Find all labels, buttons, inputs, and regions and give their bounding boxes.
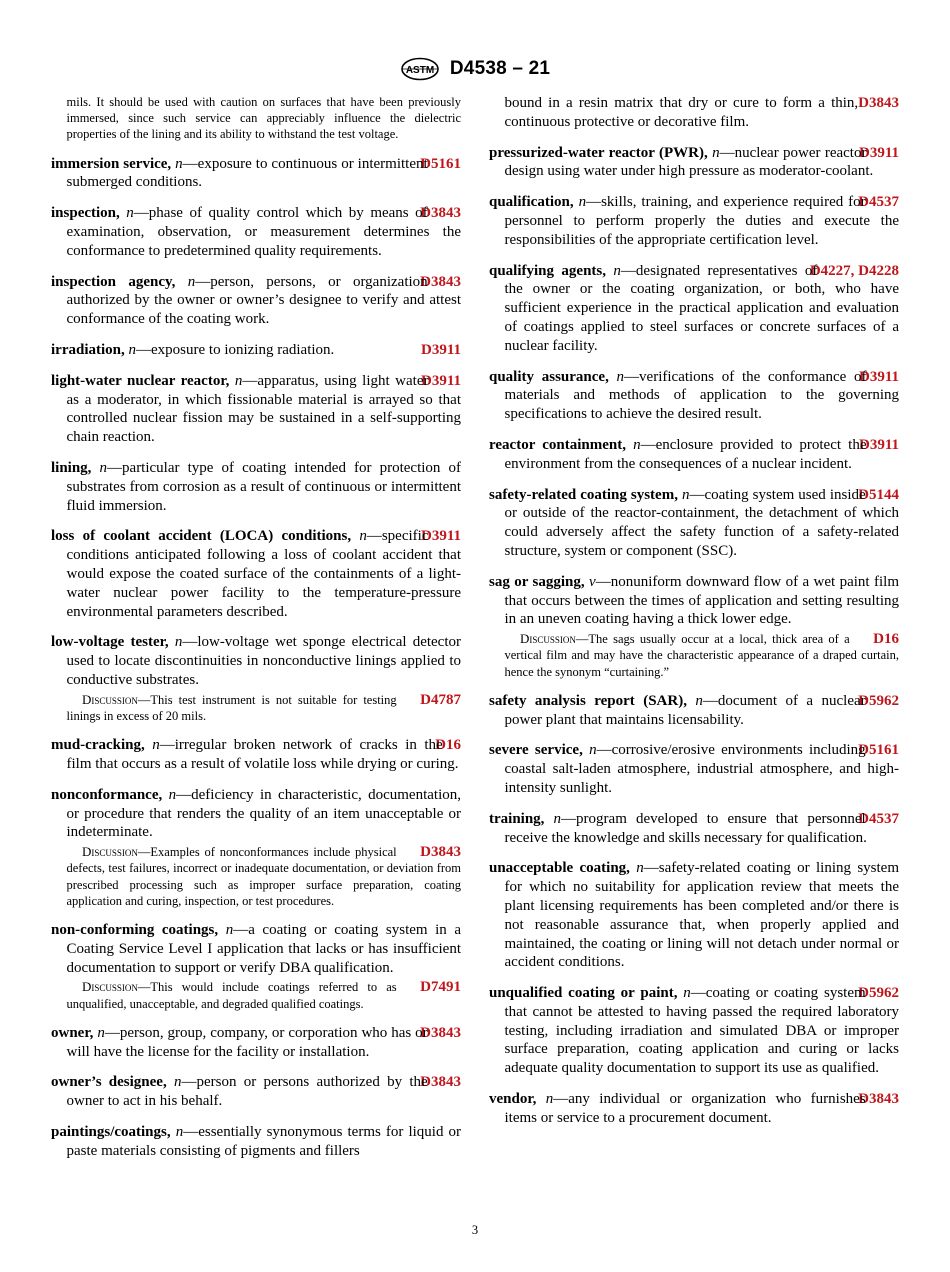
entry-body — [489, 144, 899, 182]
reference-link[interactable]: D3843 — [420, 844, 461, 861]
glossary-entry — [489, 193, 899, 249]
entry-term: training, — [489, 810, 545, 827]
entry-definition: —designated representatives of the owner or the coating organization, or both, who have sufficient experience in the practical application and evaluation of coatings applied to steel surfaces or concrete surfaces of a nuclear facility. — [504, 262, 899, 354]
entry-body — [51, 921, 461, 977]
entry-body — [51, 372, 461, 447]
reference-link[interactable]: D4227, D4228 — [809, 262, 899, 279]
entry-definition: —deficiency in characteristic, documentation, or procedure that renders the quality of an item unacceptable or indeterminate. — [66, 786, 462, 841]
entry-definition: —apparatus, using light water as a moderator, in which fissionable material is arrayed so that controlled nuclear fission may be sustained in a self-supporting chain reaction. — [66, 372, 461, 446]
part-of-speech: v — [589, 573, 596, 590]
entry-definition: —exposure to ionizing radiation. — [136, 341, 335, 358]
part-of-speech: n — [234, 372, 243, 389]
logo-text: ASTM — [405, 65, 435, 76]
entry-term: paintings/coatings, — [51, 1123, 171, 1140]
part-of-speech: n — [168, 786, 177, 803]
left-entry-list — [51, 155, 461, 1161]
entry-definition: —exposure to continuous or intermittent submerged conditions. — [66, 155, 428, 191]
entry-term: inspection, — [51, 205, 120, 222]
entry-term: owner, — [51, 1024, 94, 1041]
astm-logo-icon — [400, 57, 440, 81]
reference-link[interactable]: D5161 — [858, 742, 899, 759]
entry-term: qualification, — [489, 194, 574, 211]
part-of-speech: n — [636, 860, 644, 877]
entry-definition: —document of a nuclear power plant that maintains licensability. — [504, 692, 866, 728]
entry-term: sag or sagging, — [489, 573, 585, 590]
entry-discussion — [489, 631, 899, 680]
glossary-entry — [51, 1123, 461, 1161]
glossary-entry — [489, 573, 899, 680]
reference-link[interactable]: D7491 — [420, 979, 461, 996]
part-of-speech: n — [175, 155, 183, 172]
entry-definition: —any individual or organization who furnishes items or service to a procurement document. — [504, 1091, 866, 1126]
entry-term: quality assurance, — [489, 368, 609, 385]
part-of-speech: n — [174, 634, 183, 651]
part-of-speech: n — [681, 486, 690, 503]
entry-body — [51, 527, 461, 621]
glossary-entry — [51, 155, 461, 193]
entry-body — [51, 1123, 461, 1161]
reference-link[interactable]: D3843 — [420, 1074, 461, 1091]
entry-term: non-conforming coatings, — [51, 921, 219, 938]
glossary-entry — [489, 368, 899, 424]
part-of-speech: n — [97, 1024, 105, 1041]
discussion-text: —This test instrument is not suitable for testing linings in excess of 20 mils. — [66, 692, 397, 723]
entry-body — [489, 573, 899, 629]
right-continuation — [489, 94, 899, 132]
entry-term: low-voltage tester, — [51, 634, 169, 651]
part-of-speech: n — [578, 194, 587, 211]
glossary-entry — [489, 144, 899, 182]
entry-term: inspection agency, — [51, 273, 176, 290]
page-number: 3 — [471, 1223, 479, 1237]
entry-term: immersion service, — [51, 155, 172, 172]
glossary-entry — [489, 692, 899, 730]
part-of-speech: n — [128, 341, 136, 358]
entry-body — [489, 741, 899, 797]
discussion-text: —This would include coatings referred to as unqualified, unacceptable, and degraded qualified coatings. — [66, 980, 397, 1011]
entry-term: unqualified coating or paint, — [489, 985, 678, 1002]
entry-term: vendor, — [489, 1091, 537, 1108]
glossary-entry — [51, 786, 461, 909]
entry-definition: —verifications of the conformance of materials and methods of application to the governing specifications to achieve the desired result. — [504, 368, 899, 423]
reference-link[interactable]: D4787 — [420, 691, 461, 708]
entry-definition: —corrosive/erosive environments including coastal salt-laden atmosphere, industrial atmosphere, and high-intensity sunlight. — [504, 742, 899, 796]
entry-body — [489, 368, 899, 424]
entry-term: qualifying agents, — [489, 262, 607, 279]
part-of-speech: n — [633, 436, 641, 453]
discussion-label: Discussion — [82, 691, 138, 707]
entry-definition: —a coating or coating system in a Coating Service Level I application that lacks or has insufficient documentation to support or verify DBA qualification. — [66, 921, 462, 976]
reference-link[interactable]: D3911 — [420, 372, 461, 389]
part-of-speech: n — [616, 368, 625, 385]
glossary-entry — [489, 741, 899, 797]
entry-discussion — [51, 979, 461, 1011]
entry-body — [51, 736, 461, 774]
entry-body — [51, 633, 461, 689]
discussion-text: —Examples of nonconformances include physical defects, test failures, incorrect or inadequate documentation, or deviation from prescribed processing such as improper surface preparation, coating application and curing, inspection, or test procedures. — [66, 845, 461, 908]
reference-link[interactable]: D5161 — [420, 155, 461, 172]
discussion-label: Discussion — [520, 631, 576, 647]
glossary-entry — [51, 1073, 461, 1111]
left-continuation-text: mils. It should be used with caution on surfaces that have been previously immersed, since such service can appreciably influence the dielectric properties of the lining and its ability to withstand the test voltage. — [66, 95, 461, 142]
entry-body — [489, 859, 899, 972]
reference-link[interactable]: D3843 — [858, 1091, 899, 1108]
entry-definition: —safety-related coating or lining system for which no suitability for application review that meets the plant licensing requirements has been completed and/or there is not reasonable assurance that, when properly applied and maintained, the coating or lining will not detach under normal or accident conditions. — [504, 860, 900, 971]
entry-body — [489, 193, 899, 249]
right-column — [489, 94, 899, 1140]
reference-link[interactable]: D3911 — [858, 436, 899, 453]
entry-definition: —phase of quality control which by means of examination, observation, or measurement determines the conformance to predetermined quality requirements. — [66, 205, 461, 259]
part-of-speech: n — [225, 921, 234, 938]
page-header — [0, 57, 950, 81]
reference-link[interactable]: D3911 — [858, 144, 899, 161]
entry-body — [489, 436, 899, 474]
entry-body — [489, 486, 899, 561]
reference-link[interactable]: D5962 — [858, 985, 899, 1002]
glossary-entry — [51, 372, 461, 447]
part-of-speech: n — [589, 742, 597, 759]
glossary-entry — [51, 527, 461, 621]
glossary-entry — [489, 486, 899, 561]
part-of-speech: n — [553, 810, 562, 827]
entry-term: owner’s designee, — [51, 1074, 167, 1091]
reference-link[interactable]: D4537 — [858, 810, 899, 827]
entry-term: light-water nuclear reactor, — [51, 372, 230, 389]
entry-definition: —nonuniform downward flow of a wet paint film that occurs between the times of application and setting resulting in an uneven coating having a thick lower edge. — [504, 573, 899, 628]
discussion-text: —The sags usually occur at a local, thick area of a vertical film and may have the characteristic appearance of a draped curtain, hence the synonym “curtaining.” — [504, 632, 899, 679]
reference-link[interactable]: D3843 — [420, 1024, 461, 1041]
entry-body — [51, 1073, 461, 1111]
entry-body — [51, 1024, 461, 1062]
document-designation: D4538 – 21 — [449, 58, 551, 79]
entry-term: safety analysis report (SAR), — [489, 692, 687, 709]
reference-link[interactable]: D3911 — [420, 341, 461, 358]
entry-term: pressurized-water reactor (PWR), — [489, 144, 708, 161]
glossary-entry — [51, 921, 461, 1012]
glossary-entry — [51, 736, 461, 774]
glossary-entry — [51, 459, 461, 515]
entry-definition: —particular type of coating intended for protection of substrates from corrosion as a result of continuous or intermittent fluid immersion. — [66, 459, 462, 514]
entry-definition: —nuclear power reactor design using water under high pressure as moderator-coolant. — [504, 144, 874, 180]
glossary-entry — [489, 262, 899, 356]
glossary-entry — [51, 633, 461, 724]
reference-link[interactable]: D3911 — [858, 368, 899, 385]
entry-definition: —person or persons authorized by the owner to act in his behalf. — [66, 1074, 428, 1110]
entry-term: nonconformance, — [51, 786, 163, 803]
glossary-entry — [489, 810, 899, 848]
part-of-speech: n — [545, 1091, 554, 1108]
part-of-speech: n — [152, 737, 160, 754]
entry-definition: —program developed to ensure that personnel receive the knowledge and skills necessary for qualification. — [504, 810, 867, 846]
entry-discussion — [51, 844, 461, 909]
entry-definition: —enclosure provided to protect the environment from the consequences of a nuclear incident. — [504, 436, 867, 472]
part-of-speech: n — [695, 692, 703, 709]
entry-definition: —person, group, company, or corporation who has or will have the license for the facility or installation. — [66, 1024, 428, 1060]
entry-term: loss of coolant accident (LOCA) conditions, — [51, 528, 352, 545]
right-entry-list — [489, 144, 899, 1128]
part-of-speech: n — [175, 1123, 184, 1140]
entry-body — [51, 273, 461, 329]
reference-link[interactable]: D16 — [873, 631, 899, 648]
reference-link[interactable]: D5962 — [858, 692, 899, 709]
glossary-entry — [489, 984, 899, 1078]
glossary-entry — [489, 1090, 899, 1128]
part-of-speech: n — [126, 205, 134, 222]
entry-definition: —specific conditions anticipated following a loss of coolant accident that would expose the coated surface of the containments of a light-water nuclear power facility to the temperature-pressure environmental parameters described. — [66, 528, 461, 620]
entry-definition: —irregular broken network of cracks in the film that occurs as a result of volatile loss while drying or curing. — [66, 737, 459, 772]
entry-term: lining, — [51, 459, 92, 476]
reference-link[interactable]: D3911 — [420, 528, 461, 545]
part-of-speech: n — [613, 262, 621, 279]
part-of-speech: n — [359, 528, 367, 545]
part-of-speech: n — [712, 144, 720, 161]
entry-body — [489, 810, 899, 848]
entry-definition: —essentially synonymous terms for liquid or paste materials consisting of pigments and fillers — [66, 1123, 462, 1159]
reference-link[interactable]: D3843 — [420, 273, 461, 290]
glossary-entry — [489, 436, 899, 474]
entry-body — [489, 1090, 899, 1128]
discussion-label: Discussion — [82, 844, 138, 860]
discussion-label: Discussion — [82, 979, 138, 995]
entry-body — [51, 786, 461, 842]
reference-link[interactable]: D3843 — [858, 95, 899, 111]
entry-definition: —skills, training, and experience required for personnel to perform properly the duties and execute the responsibilities of the appropriate certification level. — [504, 194, 899, 248]
left-column — [51, 94, 461, 1173]
entry-term: unacceptable coating, — [489, 860, 630, 877]
reference-link[interactable]: D3843 — [420, 205, 461, 222]
reference-link[interactable]: D16 — [435, 737, 461, 754]
entry-term: reactor containment, — [489, 436, 626, 453]
part-of-speech: n — [187, 273, 196, 290]
entry-term: mud-cracking, — [51, 737, 145, 754]
entry-definition: —coating system used inside or outside of the reactor-containment, the detachment of which could adversely affect the safety function of a safety-related structure, system or component (SSC). — [504, 486, 899, 559]
entry-body — [51, 459, 461, 515]
entry-body — [51, 204, 461, 260]
part-of-speech: n — [173, 1074, 182, 1091]
right-continuation-text: bound in a resin matrix that dry or cure to form a thin, continuous protective or decorative film. — [504, 95, 859, 130]
entry-body — [489, 692, 899, 730]
part-of-speech: n — [683, 985, 691, 1002]
entry-body — [489, 984, 899, 1078]
glossary-entry — [51, 341, 461, 360]
reference-link[interactable]: D5144 — [858, 486, 899, 503]
glossary-entry — [51, 204, 461, 260]
entry-body — [51, 155, 461, 193]
part-of-speech: n — [99, 459, 108, 476]
reference-link[interactable]: D4537 — [858, 194, 899, 211]
glossary-entry — [51, 1024, 461, 1062]
entry-definition: —low-voltage wet sponge electrical detector used to locate discontinuities in nonconductive linings applied to conductive substrates. — [66, 634, 461, 688]
entry-term: irradiation, — [51, 341, 125, 358]
entry-term: safety-related coating system, — [489, 486, 678, 503]
entry-term: severe service, — [489, 742, 583, 759]
entry-definition: —coating or coating system that cannot be attested to having passed the required laboratory testing, including irradiation and simulated DBA or improper surface preparation, coating application and curing or lacks adequate quality documentation to support its use as qualified. — [504, 985, 899, 1077]
entry-discussion — [51, 692, 461, 724]
glossary-entry — [51, 273, 461, 329]
entry-body — [51, 341, 461, 360]
entry-body — [489, 262, 899, 356]
entry-definition: —person, persons, or organization authorized by the owner or owner’s designee to verify and attest conformance of the coating work. — [66, 273, 461, 328]
glossary-entry — [489, 859, 899, 972]
